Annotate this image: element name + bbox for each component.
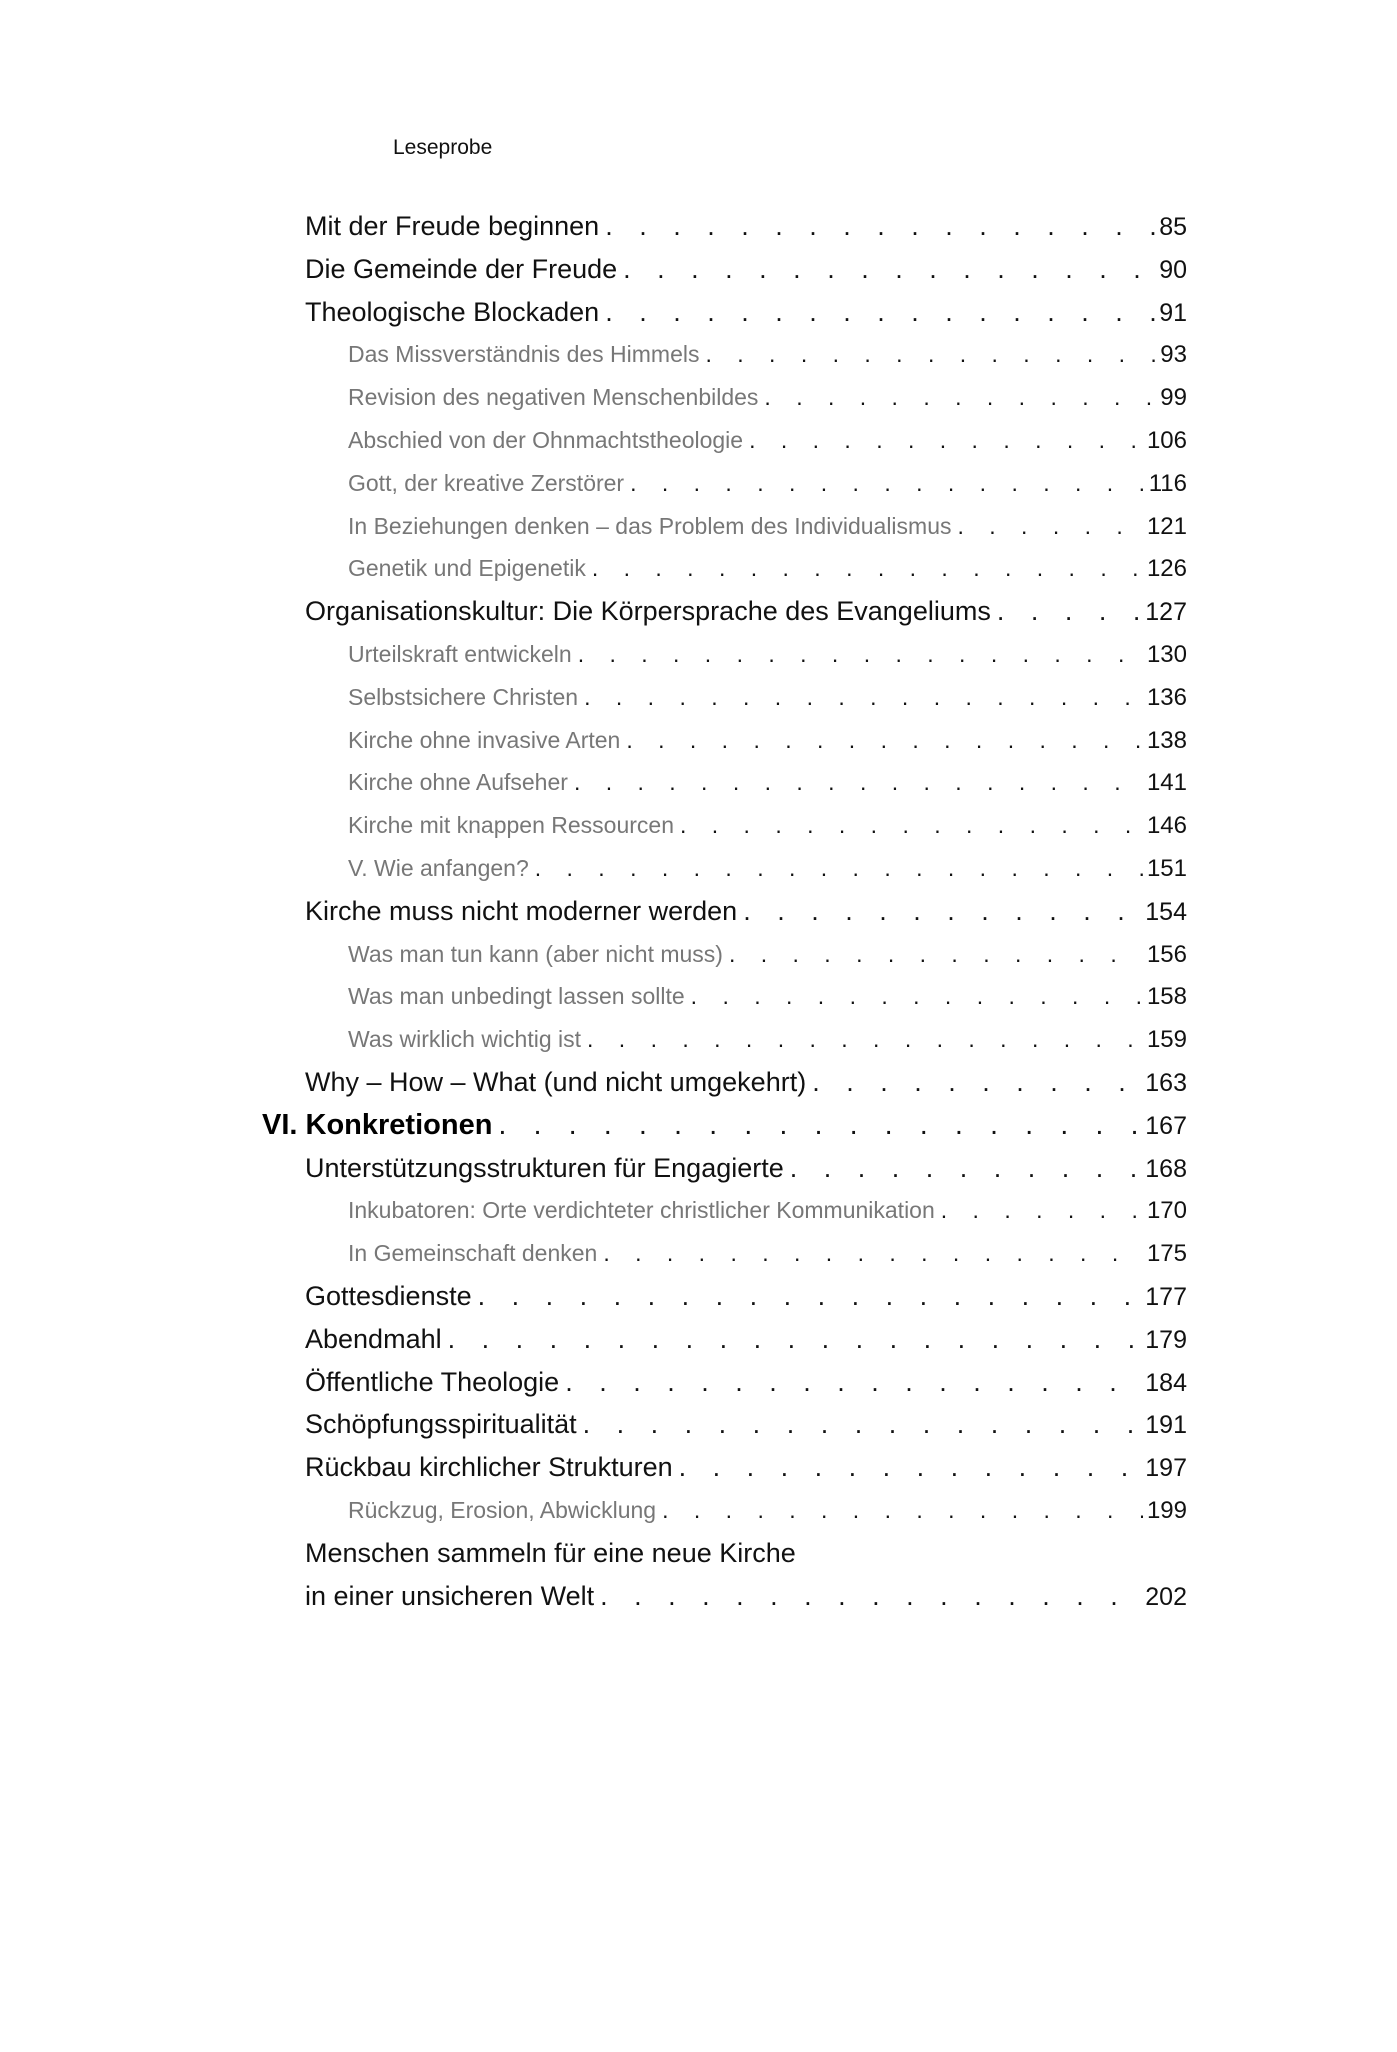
toc-entry-page: 154 <box>1145 897 1187 926</box>
toc-entry <box>255 248 1187 291</box>
toc-leader-dots <box>535 847 1143 890</box>
toc-entry <box>255 933 1187 976</box>
toc-entry <box>255 1232 1187 1275</box>
toc-entry-page: 130 <box>1146 640 1187 668</box>
toc-entry-page: 146 <box>1146 812 1187 840</box>
toc-entry-page: 199 <box>1146 1496 1187 1524</box>
toc-entry <box>255 1318 1187 1361</box>
toc-entry-page: 191 <box>1145 1411 1187 1440</box>
toc-entry-page: 91 <box>1159 298 1187 327</box>
toc-entry <box>255 975 1187 1018</box>
toc-entry-title: Selbstsichere Christen <box>348 683 579 710</box>
toc-entry-title: Kirche ohne Aufseher <box>348 769 568 796</box>
toc-entry-title: In Beziehungen denken – das Problem des Individualismus <box>348 512 952 539</box>
toc-entry-page: 138 <box>1146 726 1187 754</box>
toc-entry-title: Unterstützungsstrukturen für Engagierte <box>305 1152 784 1183</box>
toc-entry-title: Das Missverständnis des Himmels <box>348 341 700 368</box>
toc-entry-title: Organisationskultur: Die Körpersprache des Evangeliums <box>305 596 991 627</box>
toc-leader-dots <box>958 505 1143 548</box>
toc-entry <box>255 376 1187 419</box>
toc-leader-dots <box>478 1275 1142 1318</box>
toc-entry-page: 168 <box>1145 1154 1187 1183</box>
toc-leader-dots <box>729 933 1143 976</box>
toc-entry <box>255 462 1187 505</box>
toc-entry-title: Menschen sammeln für eine neue Kirche <box>305 1537 796 1568</box>
toc-entry-title: Urteilskraft entwickeln <box>348 640 572 667</box>
toc-entry <box>255 1061 1187 1104</box>
toc-leader-dots <box>743 890 1141 933</box>
toc-leader-dots <box>583 1403 1142 1446</box>
toc-entry-page: 175 <box>1146 1240 1187 1268</box>
toc-leader-dots <box>600 1575 1141 1618</box>
toc-entry-page: 136 <box>1146 683 1187 711</box>
toc-entry-title: VI. Konkretionen <box>262 1108 493 1141</box>
toc-entry-page: 116 <box>1148 469 1187 497</box>
toc-entry-page: 170 <box>1146 1197 1187 1225</box>
toc-entry-title: Mit der Freude beginnen <box>305 211 600 241</box>
toc-leader-dots <box>691 975 1143 1018</box>
toc-entry-page: 179 <box>1145 1325 1187 1354</box>
toc-entry-page: 141 <box>1146 769 1187 797</box>
toc-leader-dots <box>623 248 1155 291</box>
toc-leader-dots <box>498 1104 1141 1147</box>
toc-entry <box>255 1403 1187 1446</box>
toc-leader-dots <box>448 1318 1142 1361</box>
toc-entry-title: Theologische Blockaden <box>305 296 600 327</box>
toc-entry-title: Was man tun kann (aber nicht muss) <box>348 940 723 967</box>
toc-entry-page: 156 <box>1146 940 1187 968</box>
toc-leader-dots <box>587 1018 1143 1061</box>
toc-entry-page: 197 <box>1145 1454 1187 1483</box>
toc-entry <box>255 804 1187 847</box>
toc-entry <box>255 1489 1187 1532</box>
toc-entry-page: 151 <box>1146 854 1187 882</box>
toc-entry-page: 106 <box>1146 426 1187 454</box>
toc-leader-dots <box>812 1061 1141 1104</box>
toc-entry-title: Why – How – What (und nicht umgekehrt) <box>305 1066 807 1097</box>
toc-entry <box>255 291 1187 334</box>
toc-entry-page: 159 <box>1146 1026 1187 1054</box>
toc-leader-dots <box>605 205 1155 248</box>
toc-entry-title: Öffentliche Theologie <box>305 1366 560 1397</box>
toc-entry-title: Rückbau kirchlicher Strukturen <box>305 1452 673 1483</box>
toc-entry-title: Genetik und Epigenetik <box>348 555 586 582</box>
toc-entry <box>255 847 1187 890</box>
toc-entry-page: 99 <box>1160 384 1187 412</box>
toc-entry-page: 121 <box>1146 512 1187 540</box>
toc-entry-title: in einer unsicheren Welt <box>305 1580 595 1611</box>
toc-entry-title: V. Wie anfangen? <box>348 854 529 881</box>
toc-entry-page: 158 <box>1146 983 1187 1011</box>
toc-entry-title: Abendmahl <box>305 1323 442 1354</box>
toc-entry-page: 93 <box>1160 341 1187 369</box>
toc-entry-title: Rückzug, Erosion, Abwicklung <box>348 1496 657 1523</box>
toc-leader-dots <box>680 804 1143 847</box>
toc-leader-dots <box>679 1446 1142 1489</box>
toc-entry-page: 184 <box>1145 1368 1187 1397</box>
toc-entry <box>255 333 1187 376</box>
toc-leader-dots <box>630 462 1145 505</box>
toc-entry-page: 90 <box>1159 255 1187 284</box>
toc-entry-title: In Gemeinschaft denken <box>348 1240 598 1267</box>
toc-leader-dots <box>749 419 1143 462</box>
toc-entry-page: 126 <box>1146 555 1187 583</box>
toc-leader-dots <box>603 1232 1143 1275</box>
toc-entry <box>255 1147 1187 1190</box>
toc-entry-title: Was man unbedingt lassen sollte <box>348 983 685 1010</box>
toc-leader-dots <box>790 1147 1142 1190</box>
toc-leader-dots <box>584 676 1143 719</box>
toc-entry-title: Was wirklich wichtig ist <box>348 1026 582 1053</box>
toc-leader-dots <box>592 547 1143 590</box>
toc-entry-title: Gott, der kreative Zerstörer <box>348 469 625 496</box>
toc-entry <box>255 590 1187 633</box>
toc-entry-page: 127 <box>1145 598 1187 627</box>
toc-entry-page: 163 <box>1145 1068 1187 1097</box>
toc-entry <box>255 419 1187 462</box>
toc-entry-title: Gottesdienste <box>305 1280 472 1311</box>
toc-entry-page: 85 <box>1159 213 1187 241</box>
toc-entry-title: Kirche ohne invasive Arten <box>348 726 621 753</box>
toc-leader-dots <box>941 1189 1143 1232</box>
toc-entry-title: Kirche muss nicht moderner werden <box>305 895 738 926</box>
toc-leader-dots <box>605 291 1155 334</box>
table-of-contents <box>255 205 1187 1617</box>
toc-leader-dots <box>764 376 1156 419</box>
toc-entry <box>255 1018 1187 1061</box>
toc-entry-title: Abschied von der Ohnmachtstheologie <box>348 426 744 453</box>
toc-entry <box>255 1361 1187 1404</box>
toc-entry <box>255 205 1187 248</box>
toc-entry-page: 167 <box>1145 1111 1187 1140</box>
toc-entry-title: Kirche mit knappen Ressourcen <box>348 812 674 839</box>
toc-entry <box>255 1532 1187 1575</box>
toc-entry <box>255 1446 1187 1489</box>
toc-entry <box>255 1189 1187 1232</box>
toc-leader-dots <box>662 1489 1143 1532</box>
toc-entry <box>255 547 1187 590</box>
toc-leader-dots <box>574 761 1143 804</box>
toc-entry-title: Die Gemeinde der Freude <box>305 253 618 284</box>
toc-entry <box>255 890 1187 933</box>
toc-leader-dots <box>626 719 1143 762</box>
toc-leader-dots <box>578 633 1143 676</box>
toc-entry-title: Revision des negativen Menschenbildes <box>348 384 759 411</box>
toc-leader-dots <box>565 1361 1141 1404</box>
toc-entry <box>255 1575 1187 1618</box>
header-label: Leseprobe <box>393 136 493 159</box>
toc-entry-page: 177 <box>1145 1282 1187 1311</box>
toc-entry-title: Inkubatoren: Orte verdichteter christlicher Kommunikation <box>348 1197 935 1224</box>
toc-entry <box>255 719 1187 762</box>
toc-entry <box>255 676 1187 719</box>
toc-entry <box>255 1275 1187 1318</box>
toc-entry-page: 202 <box>1145 1582 1187 1611</box>
toc-leader-dots <box>705 333 1156 376</box>
toc-entry <box>255 761 1187 804</box>
toc-entry <box>255 505 1187 548</box>
toc-entry <box>255 633 1187 676</box>
toc-entry <box>255 1104 1187 1147</box>
toc-leader-dots <box>997 590 1141 633</box>
toc-entry-title: Schöpfungsspiritualität <box>305 1409 577 1440</box>
